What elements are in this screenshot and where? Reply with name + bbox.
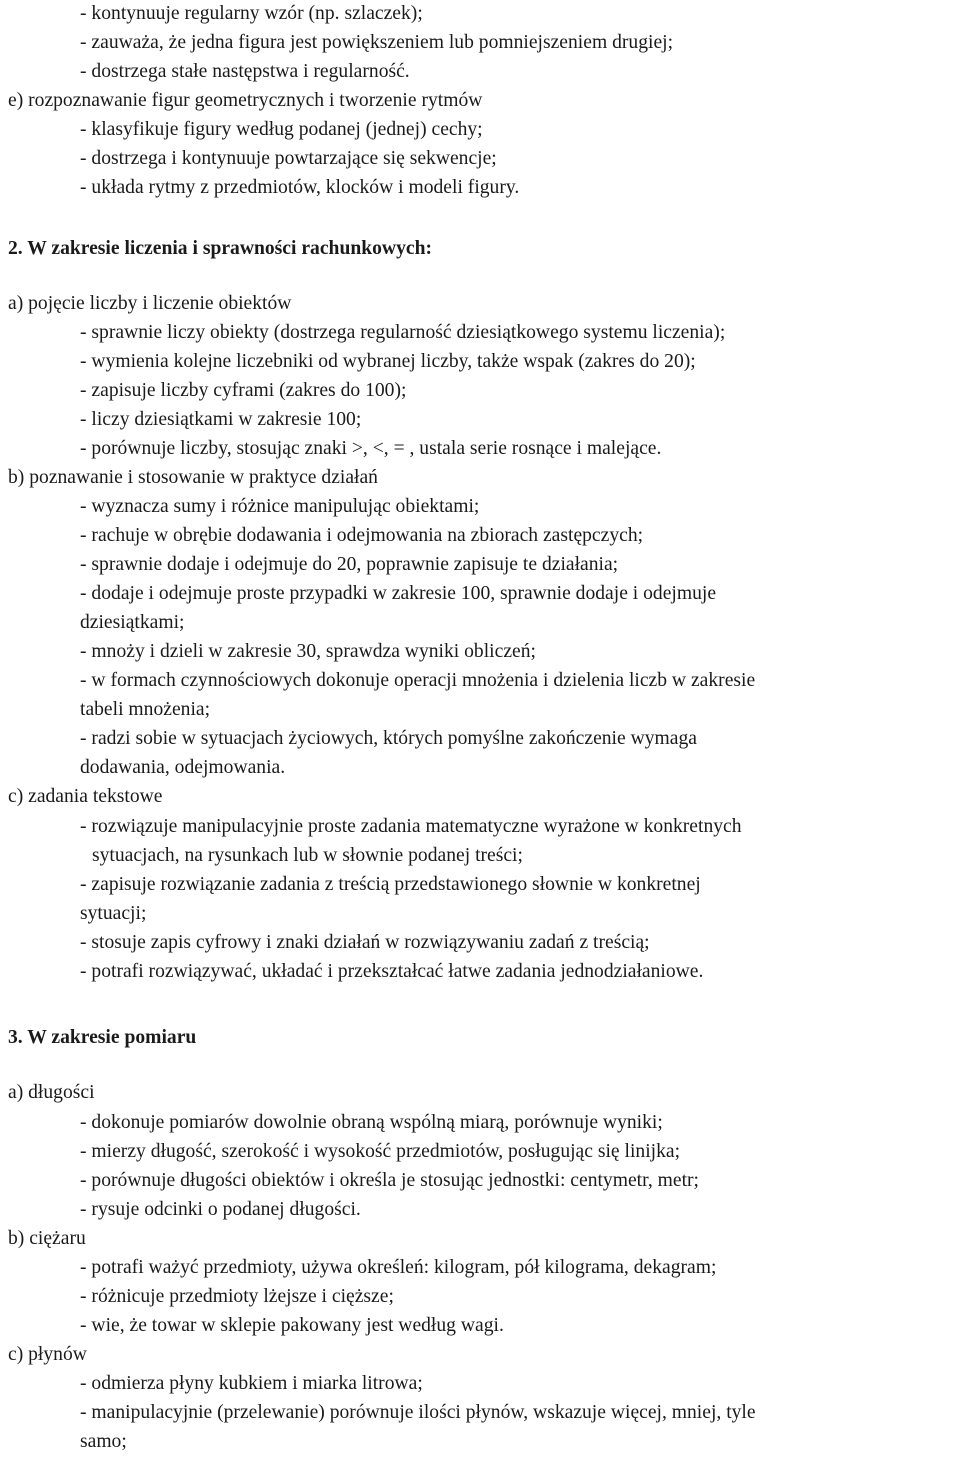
subsection-heading: b) ciężaru <box>8 1228 86 1249</box>
section-heading: 3. W zakresie pomiaru <box>8 1027 197 1048</box>
subsection-heading: c) płynów <box>8 1344 87 1365</box>
list-item: - potrafi ważyć przedmioty, używa określeń: kilogram, pół kilograma, dekagram; <box>80 1257 717 1278</box>
list-item: - porównuje długości obiektów i określa je stosując jednostki: centymetr, metr; <box>80 1170 700 1191</box>
list-item: tabeli mnożenia; <box>80 699 211 720</box>
list-item: dodawania, odejmowania. <box>80 757 286 778</box>
list-item: - mnoży i dzieli w zakresie 30, sprawdza wyniki obliczeń; <box>80 641 536 662</box>
list-item: - układa rytmy z przedmiotów, klocków i modeli figury. <box>80 177 520 198</box>
list-item: - wie, że towar w sklepie pakowany jest według wagi. <box>80 1315 504 1336</box>
list-item: - rysuje odcinki o podanej długości. <box>80 1199 361 1220</box>
list-item: - dodaje i odejmuje proste przypadki w zakresie 100, sprawnie dodaje i odejmuje <box>80 583 717 604</box>
list-item: - manipulacyjnie (przelewanie) porównuje ilości płynów, wskazuje więcej, mniej, tyle <box>80 1402 756 1423</box>
list-item: - stosuje zapis cyfrowy i znaki działań w rozwiązywaniu zadań z treścią; <box>80 932 650 953</box>
list-item: - dokonuje pomiarów dowolnie obraną wspólną miarą, porównuje wyniki; <box>80 1112 663 1133</box>
list-item: - potrafi rozwiązywać, układać i przekształcać łatwe zadania jednodziałaniowe. <box>80 961 704 982</box>
list-item: - sprawnie dodaje i odejmuje do 20, poprawnie zapisuje te działania; <box>80 554 619 575</box>
list-item: - rachuje w obrębie dodawania i odejmowania na zbiorach zastępczych; <box>80 525 644 546</box>
list-item: - wymienia kolejne liczebniki od wybranej liczby, także wspak (zakres do 20); <box>80 351 696 372</box>
list-item: - dostrzega i kontynuuje powtarzające się sekwencje; <box>80 148 497 169</box>
subsection-heading: b) poznawanie i stosowanie w praktyce działań <box>8 467 378 488</box>
subsection-heading: c) zadania tekstowe <box>8 786 163 807</box>
section-heading: 2. W zakresie liczenia i sprawności rachunkowych: <box>8 238 432 259</box>
list-item: - dostrzega stałe następstwa i regularność. <box>80 61 410 82</box>
list-item: sytuacji; <box>80 903 147 924</box>
list-item: - liczy dziesiątkami w zakresie 100; <box>80 409 362 430</box>
list-item: - odmierza płyny kubkiem i miarka litrowa; <box>80 1373 423 1394</box>
list-item: - radzi sobie w sytuacjach życiowych, których pomyślne zakończenie wymaga <box>80 728 697 749</box>
list-item: - w formach czynnościowych dokonuje operacji mnożenia i dzielenia liczb w zakresie <box>80 670 756 691</box>
list-item: samo; <box>80 1431 127 1452</box>
subsection-heading: a) długości <box>8 1082 95 1103</box>
list-item: - zauważa, że jedna figura jest powiększeniem lub pomniejszeniem drugiej; <box>80 32 674 53</box>
list-item: - klasyfikuje figury według podanej (jednej) cechy; <box>80 119 483 140</box>
list-item: sytuacjach, na rysunkach lub w słownie podanej treści; <box>92 845 523 866</box>
list-item: - zapisuje rozwiązanie zadania z treścią przedstawionego słownie w konkretnej <box>80 874 701 895</box>
list-item: - porównuje liczby, stosując znaki >, <, = , ustala serie rosnące i malejące. <box>80 438 662 459</box>
list-item: - sprawnie liczy obiekty (dostrzega regularność dziesiątkowego systemu liczenia); <box>80 322 726 343</box>
list-item: - różnicuje przedmioty lżejsze i cięższe; <box>80 1286 394 1307</box>
list-item: - mierzy długość, szerokość i wysokość przedmiotów, posługując się linijka; <box>80 1141 681 1162</box>
subsection-heading: a) pojęcie liczby i liczenie obiektów <box>8 293 292 314</box>
list-item: - rozwiązuje manipulacyjnie proste zadania matematyczne wyrażone w konkretnych <box>80 816 742 837</box>
list-item: - zapisuje liczby cyframi (zakres do 100); <box>80 380 407 401</box>
list-item: - kontynuuje regularny wzór (np. szlaczek); <box>80 3 423 24</box>
subsection-heading: e) rozpoznawanie figur geometrycznych i tworzenie rytmów <box>8 90 483 111</box>
list-item: - wyznacza sumy i różnice manipulując obiektami; <box>80 496 480 517</box>
list-item: dziesiątkami; <box>80 612 185 633</box>
